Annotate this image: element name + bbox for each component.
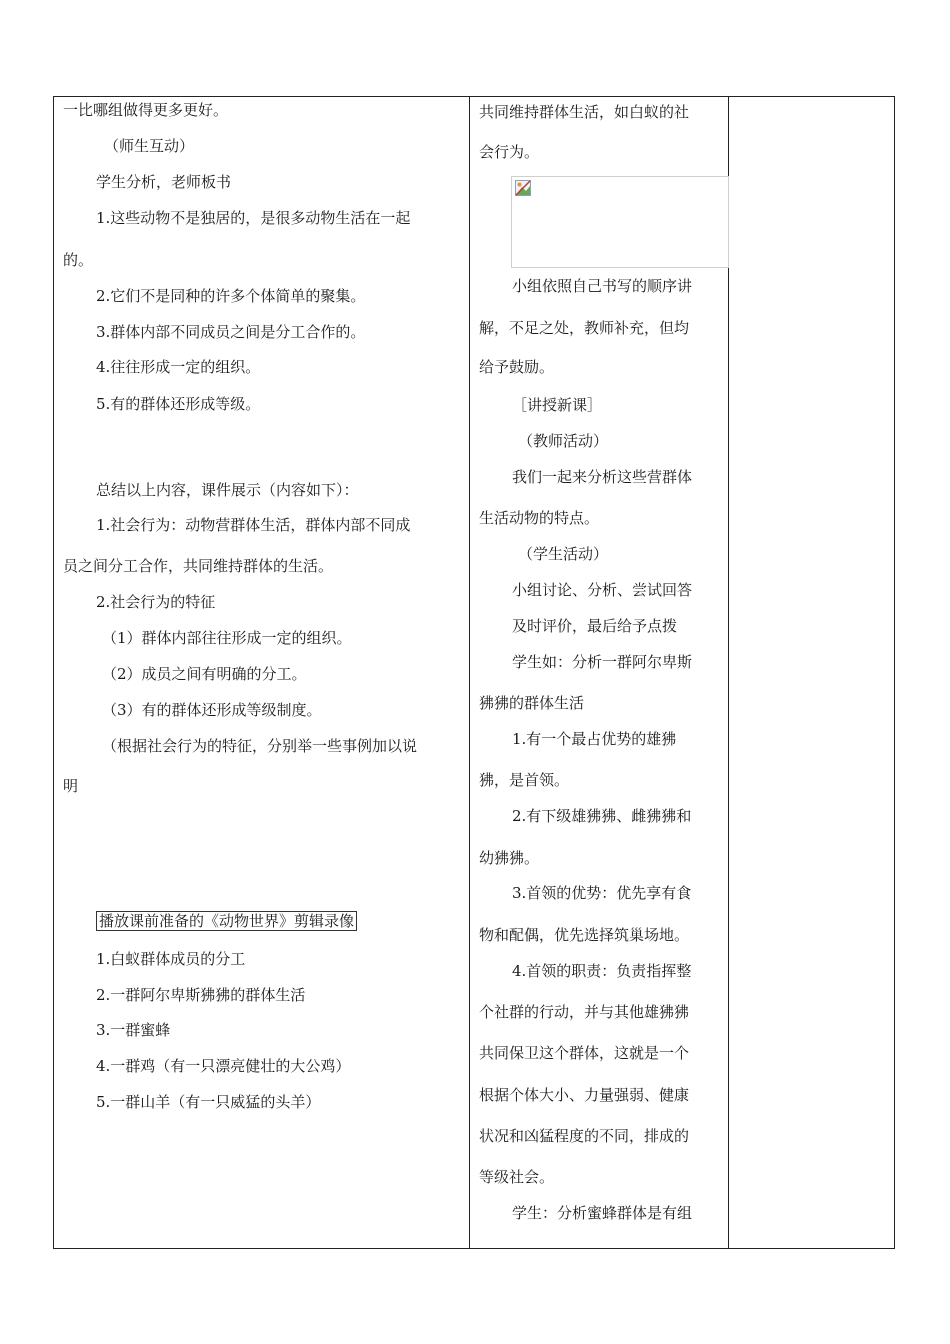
right-line-8: 我们一起来分析这些营群体 [512, 468, 693, 486]
right-line-21: 4.首领的职责：负责指挥整 [512, 962, 692, 980]
column-divider-1 [469, 96, 470, 1249]
right-line-12: 及时评价，最后给予点拨 [512, 617, 678, 635]
left-line-4: 1.这些动物不是独居的，是很多动物生活在一起 [96, 209, 411, 227]
right-line-19: 3.首领的优势：优先享有食 [512, 884, 692, 902]
left-line-3: 学生分析，老师板书 [96, 173, 232, 191]
right-line-24: 根据个体大小、力量强弱、健康 [479, 1086, 690, 1104]
left-line-18: 明 [63, 777, 79, 795]
right-line-18: 幼狒狒。 [479, 849, 540, 867]
left-line-20: 1.白蚁群体成员的分工 [96, 950, 246, 968]
right-line-23: 共同保卫这个群体，这就是一个 [479, 1044, 690, 1062]
right-line-9: 生活动物的特点。 [479, 509, 600, 527]
left-line-19 [96, 911, 357, 931]
left-line-23: 4.一群鸡（有一只漂亮健壮的大公鸡） [96, 1057, 351, 1075]
left-line-2: （师生互动） [104, 137, 195, 155]
right-line-11: 小组讨论、分析、尝试回答 [512, 581, 693, 599]
right-line-27: 学生：分析蜜蜂群体是有组 [512, 1204, 693, 1222]
left-line-13: 2.社会行为的特征 [96, 593, 216, 611]
left-line-15: （2）成员之间有明确的分工。 [102, 665, 307, 683]
right-line-3: 小组依照自己书写的顺序讲 [512, 277, 693, 295]
left-line-10: 总结以上内容，课件展示（内容如下）： [96, 481, 359, 499]
left-line-16: （3）有的群体还形成等级制度。 [102, 701, 322, 719]
right-line-10: （学生活动） [518, 545, 609, 563]
left-line-11: 1.社会行为：动物营群体生活，群体内部不同成 [96, 516, 411, 534]
right-line-16: 狒，是首领。 [479, 771, 570, 789]
left-line-22: 3.一群蜜蜂 [96, 1021, 171, 1039]
right-line-20: 物和配偶，优先选择筑巢场地。 [479, 926, 690, 944]
right-line-5: 给予鼓励。 [479, 358, 555, 376]
right-line-7: （教师活动） [518, 432, 609, 450]
right-line-17: 2.有下级雄狒狒、雌狒狒和 [512, 807, 692, 825]
video-heading: 播放课前准备的《动物世界》剪辑录像 [96, 911, 357, 931]
right-line-2: 会行为。 [479, 143, 540, 161]
left-line-12: 员之间分工合作，共同维持群体的生活。 [63, 557, 334, 575]
left-line-21: 2.一群阿尔卑斯狒狒的群体生活 [96, 986, 306, 1004]
right-line-22: 个社群的行动，并与其他雄狒狒 [479, 1003, 690, 1021]
embedded-image [511, 176, 729, 268]
right-line-4: 解，不足之处，教师补充，但均 [479, 319, 690, 337]
right-line-13: 学生如：分析一群阿尔卑斯 [512, 653, 693, 671]
left-line-6: 2.它们不是同种的许多个体简单的聚集。 [96, 287, 366, 305]
right-line-25: 状况和凶猛程度的不同，排成的 [479, 1127, 690, 1145]
left-line-17: （根据社会行为的特征，分别举一些事例加以说 [102, 737, 418, 755]
left-line-14: （1）群体内部往往形成一定的组织。 [102, 629, 352, 647]
left-line-9: 5.有的群体还形成等级。 [96, 395, 261, 413]
right-line-26: 等级社会。 [479, 1168, 555, 1186]
right-line-6: ［讲授新课］ [512, 396, 603, 414]
right-line-14: 狒狒的群体生活 [479, 694, 585, 712]
broken-image-icon [515, 180, 531, 196]
left-line-8: 4.往往形成一定的组织。 [96, 358, 261, 376]
left-line-24: 5.一群山羊（有一只威猛的头羊） [96, 1093, 321, 1111]
column-divider-2 [728, 96, 729, 1249]
left-line-7: 3.群体内部不同成员之间是分工合作的。 [96, 323, 366, 341]
right-line-1: 共同维持群体生活，如白蚁的社 [479, 103, 690, 121]
right-line-15: 1.有一个最占优势的雄狒 [512, 730, 677, 748]
left-line-5: 的。 [63, 251, 94, 269]
left-line-1: 一比哪组做得更多更好。 [63, 101, 229, 119]
